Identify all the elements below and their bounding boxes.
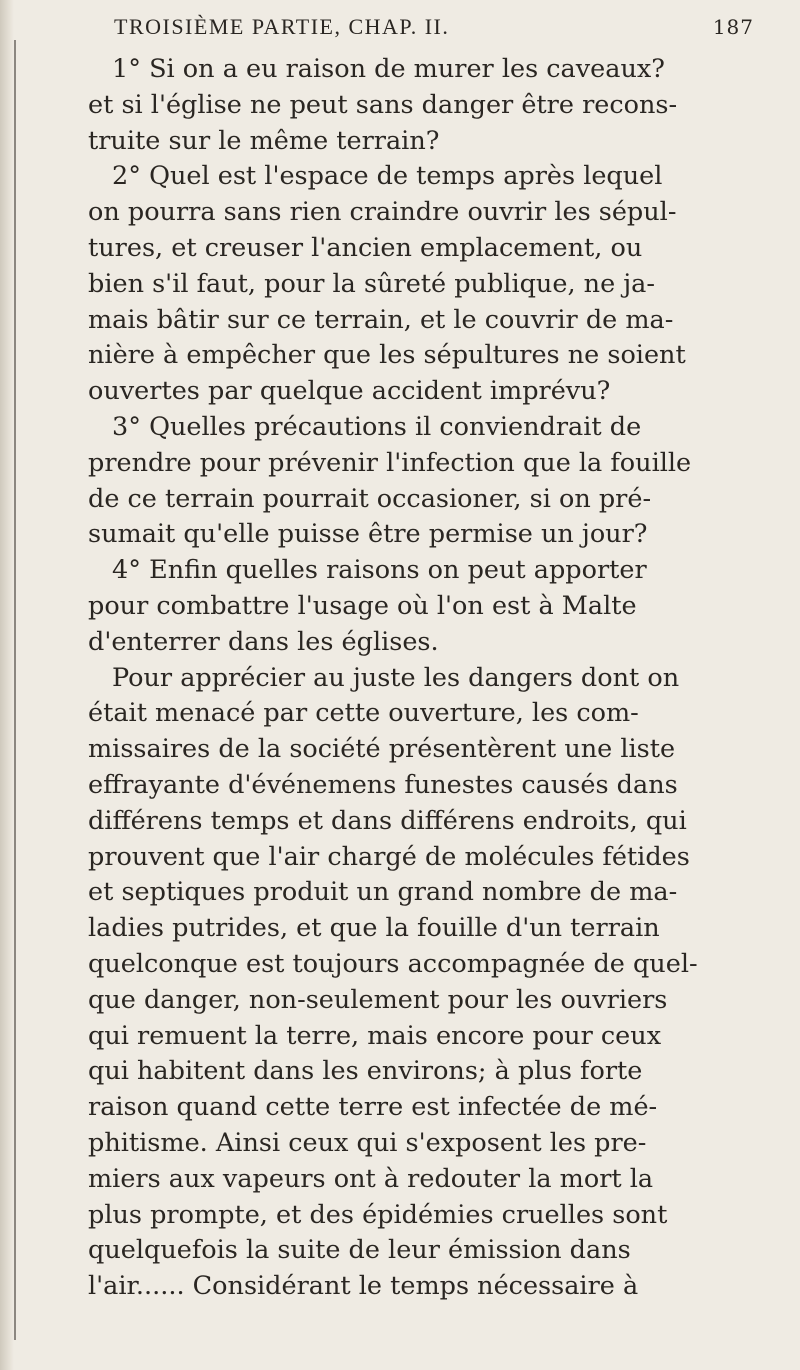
text-line: et si l'église ne peut sans danger être recons- [88,89,678,120]
binding-edge [14,40,16,1340]
text-line: plus prompte, et des épidémies cruelles sont [88,1199,668,1230]
page-gutter-shadow [0,0,14,1370]
text-line: prouvent que l'air chargé de molécules fétides [88,841,690,872]
text-line: raison quand cette terre est infectée de mé- [88,1092,658,1123]
text-line: différens temps et dans différens endroits, qui [88,805,687,836]
text-line: 1° Si on a eu raison de murer les caveaux? [112,54,665,84]
text-line: prendre pour prévenir l'infection que la fouille [88,447,692,478]
text-line: mais bâtir sur ce terrain, et le couvrir de ma- [88,304,674,335]
text-line: sumait qu'elle puisse être permise un jour? [88,519,648,550]
text-line: effrayante d'événemens funestes causés dans [88,769,678,800]
text-line: 4° Enfin quelles raisons on peut apporter [112,555,647,586]
text-line: quelquefois la suite de leur émission dans [88,1235,631,1266]
text-line: Pour apprécier au juste les dangers dont on [112,662,680,693]
text-line: pour combattre l'usage où l'on est à Malte [88,590,637,621]
text-line: de ce terrain pourrait occasioner, si on pré- [88,483,652,514]
text-line: quelconque est toujours accompagnée de quel- [88,948,698,979]
text-line: bien s'il faut, pour la sûreté publique, ne ja- [88,268,656,299]
text-line: phitisme. Ainsi ceux qui s'exposent les pre- [88,1127,647,1158]
text-line: que danger, non-seulement pour les ouvriers [88,984,668,1015]
body-text [88,52,738,1305]
text-line: miers aux vapeurs ont à redouter la mort la [88,1163,654,1194]
text-line: nière à empêcher que les sépultures ne soient [88,340,686,371]
text-line: on pourra sans rien craindre ouvrir les sépul- [88,197,677,228]
text-line: 2° Quel est l'espace de temps après lequel [112,161,663,192]
text-line: missaires de la société présentèrent une liste [88,734,676,765]
text-line: tures, et creuser l'ancien emplacement, ou [88,232,643,263]
running-header [114,14,754,50]
text-line: ouvertes par quelque accident imprévu? [88,376,611,407]
book-page [88,14,754,1305]
text-line: qui remuent la terre, mais encore pour ceux [88,1020,662,1051]
text-line: était menacé par cette ouverture, les com- [88,698,639,729]
text-line: truite sur le même terrain? [88,125,440,156]
text-line: et septiques produit un grand nombre de ma- [88,877,678,908]
header-title: TROISIÈME PARTIE, CHAP. II. [114,14,450,39]
text-line: d'enterrer dans les églises. [88,626,439,657]
page-number: 187 [712,15,754,39]
text-line: qui habitent dans les environs; à plus forte [88,1056,643,1087]
text-line: l'air...... Considérant le temps nécessaire à [88,1271,639,1302]
text-line: 3° Quelles précautions il conviendrait de [112,411,642,442]
text-line: ladies putrides, et que la fouille d'un terrain [88,913,660,944]
